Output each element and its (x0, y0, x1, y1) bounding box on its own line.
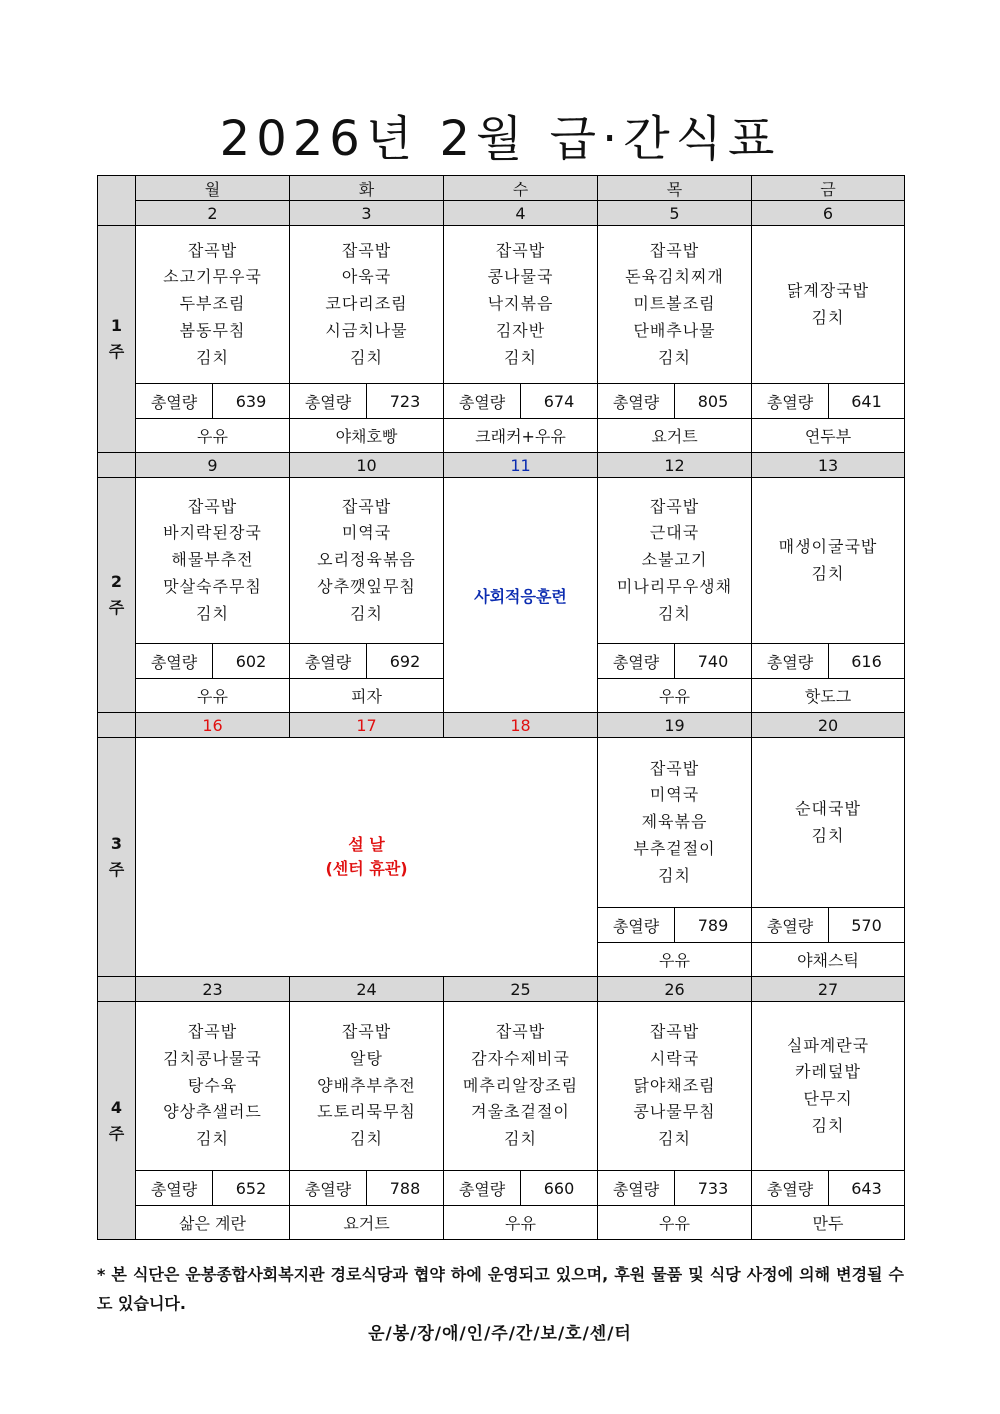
date-cell: 19 (598, 713, 752, 738)
menu-item: 잡곡밥 (649, 1022, 700, 1042)
meal-cell (136, 1002, 290, 1171)
meal-cell (290, 1002, 444, 1171)
date-cell: 10 (290, 453, 444, 478)
menu-item: 김치콩나물국 (163, 1048, 262, 1068)
kcal-value: 639 (213, 384, 290, 419)
menu-item: 김치 (658, 347, 691, 367)
week-label: 3 주 (98, 738, 136, 977)
day-header-tue: 화 (290, 176, 444, 201)
menu-item: 겨울초겉절이 (471, 1102, 570, 1122)
kcal-value: 740 (675, 644, 752, 679)
menu-item: 김치 (196, 603, 229, 623)
menu-item: 잡곡밥 (341, 240, 392, 260)
menu-item: 단배추나물 (633, 320, 716, 340)
date-cell: 6 (752, 201, 905, 226)
kcal-label: 총열량 (598, 908, 675, 943)
day-header-wed: 수 (444, 176, 598, 201)
kcal-value: 652 (213, 1171, 290, 1206)
snack-cell: 피자 (290, 679, 444, 713)
kcal-label: 총열량 (444, 1171, 521, 1206)
page-title: 2026년 2월 급·간식표 (219, 111, 781, 167)
snack-cell: 연두부 (752, 419, 905, 453)
kcal-value: 723 (367, 384, 444, 419)
menu-item: 닭야채조림 (633, 1075, 716, 1095)
menu-item: 부추겉절이 (633, 838, 716, 858)
menu-item: 단무지 (803, 1089, 853, 1108)
kcal-value: 733 (675, 1171, 752, 1206)
meal-cell (444, 226, 598, 384)
menu-item: 잡곡밥 (649, 496, 700, 516)
menu-item: 잡곡밥 (341, 1022, 392, 1042)
menu-item: 해물부추전 (171, 550, 254, 570)
menu-item: 김치 (350, 347, 383, 367)
meal-cell (752, 738, 905, 908)
kcal-value: 674 (521, 384, 598, 419)
meal-cell (598, 478, 752, 644)
snack-cell: 삶은 계란 (136, 1206, 290, 1240)
date-cell: 13 (752, 453, 905, 478)
date-cell: 26 (598, 977, 752, 1002)
menu-item: 카레덮밥 (795, 1062, 861, 1082)
day-header-fri: 금 (752, 176, 905, 201)
kcal-label: 총열량 (598, 644, 675, 679)
menu-item: 김자반 (495, 320, 546, 340)
kcal-label: 총열량 (444, 384, 521, 419)
corner-cell (98, 453, 136, 478)
menu-item: 콩나물무침 (633, 1102, 716, 1122)
kcal-label: 총열량 (752, 644, 829, 679)
menu-item: 순대국밥 (795, 798, 861, 818)
menu-item: 매생이굴국밥 (778, 536, 878, 556)
meal-cell (752, 478, 905, 644)
meal-cell (598, 226, 752, 384)
date-cell: 23 (136, 977, 290, 1002)
menu-item: 오리정육볶음 (317, 550, 416, 570)
date-cell: 25 (444, 977, 598, 1002)
date-cell: 27 (752, 977, 905, 1002)
kcal-value: 692 (367, 644, 444, 679)
snack-cell: 우유 (136, 419, 290, 453)
menu-item: 바지락된장국 (163, 523, 262, 543)
meal-cell (290, 478, 444, 644)
social-training-note: 사회적응훈련 (444, 478, 598, 713)
menu-item: 잡곡밥 (649, 240, 700, 260)
corner-cell (98, 977, 136, 1002)
menu-item: 낙지볶음 (487, 294, 554, 314)
menu-item: 김치 (350, 603, 383, 623)
menu-item: 미나리무우생채 (616, 576, 733, 596)
week-label: 4 주 (98, 1002, 136, 1240)
meal-cell (136, 478, 290, 644)
menu-item: 김치 (196, 347, 229, 367)
kcal-label: 총열량 (136, 384, 213, 419)
menu-item: 미역국 (649, 785, 700, 805)
snack-cell: 우유 (136, 679, 290, 713)
menu-item: 김치 (811, 825, 845, 845)
snack-cell: 요거트 (290, 1206, 444, 1240)
menu-item: 근대국 (649, 523, 700, 543)
menu-item: 잡곡밥 (495, 1022, 546, 1042)
date-cell: 11 (444, 453, 598, 478)
kcal-label: 총열량 (752, 1171, 829, 1206)
menu-item: 김치 (811, 307, 845, 327)
date-cell: 4 (444, 201, 598, 226)
menu-item: 잡곡밥 (649, 758, 700, 778)
snack-cell: 크래커+우유 (444, 419, 598, 453)
kcal-label: 총열량 (598, 384, 675, 419)
date-cell: 24 (290, 977, 444, 1002)
kcal-value: 641 (829, 384, 905, 419)
menu-item: 김치 (658, 603, 691, 623)
kcal-label: 총열량 (290, 644, 367, 679)
menu-item: 김치 (504, 347, 537, 367)
menu-item: 실파계란국 (786, 1035, 870, 1055)
menu-item: 상추깻잎무침 (317, 576, 416, 596)
menu-item: 제육볶음 (641, 812, 708, 832)
week-label: 2 주 (98, 478, 136, 713)
week-label: 1 주 (98, 226, 136, 453)
day-header-thu: 목 (598, 176, 752, 201)
kcal-label: 총열량 (290, 384, 367, 419)
menu-item: 콩나물국 (487, 267, 554, 287)
holiday-title: 설 날 (348, 835, 385, 854)
menu-item: 봄동무침 (179, 320, 246, 340)
corner-cell (98, 713, 136, 738)
kcal-value: 660 (521, 1171, 598, 1206)
date-cell: 3 (290, 201, 444, 226)
snack-cell: 야채스틱 (752, 943, 905, 977)
menu-item: 양상추샐러드 (163, 1102, 262, 1122)
day-header-mon: 월 (136, 176, 290, 201)
date-cell: 18 (444, 713, 598, 738)
kcal-value: 602 (213, 644, 290, 679)
kcal-label: 총열량 (136, 644, 213, 679)
menu-item: 맛살숙주무침 (163, 576, 262, 596)
menu-item: 김치 (350, 1129, 383, 1149)
snack-cell: 야채호빵 (290, 419, 444, 453)
menu-item: 탕수육 (187, 1075, 238, 1095)
date-cell: 20 (752, 713, 905, 738)
meal-cell (136, 226, 290, 384)
kcal-label: 총열량 (136, 1171, 213, 1206)
meal-cell (752, 226, 905, 384)
date-cell: 2 (136, 201, 290, 226)
center-name: 운/봉/장/애/인/주/간/보/호/센/터 (368, 1324, 632, 1344)
snack-cell: 우유 (444, 1206, 598, 1240)
date-cell: 16 (136, 713, 290, 738)
menu-item: 김치 (658, 1129, 691, 1149)
meal-cell (598, 1002, 752, 1171)
menu-item: 김치 (811, 1115, 845, 1135)
meal-plan-table (97, 175, 905, 1240)
menu-item: 코다리조림 (325, 294, 408, 314)
snack-cell: 요거트 (598, 419, 752, 453)
snack-cell: 우유 (598, 679, 752, 713)
kcal-label: 총열량 (290, 1171, 367, 1206)
menu-item: 잡곡밥 (187, 1022, 238, 1042)
menu-item: 아욱국 (341, 267, 392, 287)
menu-item: 알탕 (350, 1048, 383, 1068)
date-cell: 5 (598, 201, 752, 226)
kcal-value: 789 (675, 908, 752, 943)
menu-item: 소불고기 (641, 550, 708, 570)
menu-item: 소고기무우국 (163, 267, 262, 287)
kcal-label: 총열량 (598, 1171, 675, 1206)
snack-cell: 우유 (598, 943, 752, 977)
kcal-value: 570 (829, 908, 905, 943)
menu-item: 잡곡밥 (187, 240, 238, 260)
kcal-value: 788 (367, 1171, 444, 1206)
menu-item: 시금치나물 (325, 320, 408, 340)
kcal-value: 616 (829, 644, 905, 679)
date-cell: 17 (290, 713, 444, 738)
corner-cell (98, 176, 136, 226)
menu-item: 돈육김치찌개 (625, 267, 724, 287)
meal-cell (752, 1002, 905, 1171)
notice-text: * 본 식단은 운봉종합사회복지관 경로식당과 협약 하에 운영되고 있으며, 후원 물품 및 식당 사정에 의해 변경될 수도 있습니다. (97, 1265, 904, 1313)
holiday-subtitle: (센터 휴관) (325, 859, 408, 878)
menu-item: 시락국 (649, 1048, 700, 1068)
kcal-label: 총열량 (752, 384, 829, 419)
meal-cell (598, 738, 752, 908)
menu-item: 도토리묵무침 (317, 1102, 416, 1122)
holiday-notice (136, 738, 598, 977)
menu-item: 미역국 (341, 523, 392, 543)
snack-cell: 핫도그 (752, 679, 905, 713)
menu-item: 미트볼조림 (633, 294, 716, 314)
menu-item: 잡곡밥 (187, 496, 238, 516)
date-cell: 9 (136, 453, 290, 478)
meal-cell (444, 1002, 598, 1171)
menu-item: 닭계장국밥 (786, 280, 870, 300)
menu-item: 두부조림 (179, 294, 246, 314)
menu-item: 김치 (658, 865, 691, 885)
kcal-value: 643 (829, 1171, 905, 1206)
menu-item: 김치 (811, 563, 845, 583)
menu-item: 감자수제비국 (471, 1048, 570, 1068)
menu-item: 메추리알장조림 (462, 1075, 579, 1095)
menu-item: 김치 (504, 1129, 537, 1149)
date-cell: 12 (598, 453, 752, 478)
menu-item: 잡곡밥 (495, 240, 546, 260)
kcal-value: 805 (675, 384, 752, 419)
menu-item: 양배추부추전 (317, 1075, 416, 1095)
meal-cell (290, 226, 444, 384)
menu-item: 김치 (196, 1129, 229, 1149)
snack-cell: 만두 (752, 1206, 905, 1240)
snack-cell: 우유 (598, 1206, 752, 1240)
kcal-label: 총열량 (752, 908, 829, 943)
menu-item: 잡곡밥 (341, 496, 392, 516)
